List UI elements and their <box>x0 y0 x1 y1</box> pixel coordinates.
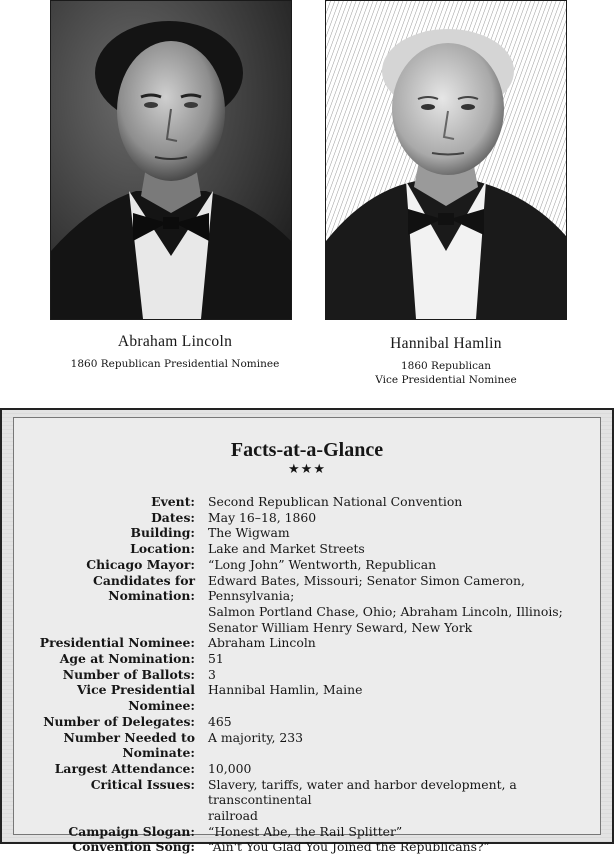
fact-label: Location: <box>130 541 195 557</box>
fact-value-line: “Ain't You Glad You Joined the Republicans?” <box>208 839 490 855</box>
fact-value-line: Slavery, tariffs, water and harbor development, a transcontinental <box>208 776 517 808</box>
fact-value-line: 465 <box>208 713 232 729</box>
fact-row <box>14 510 600 526</box>
fact-label: Number of Delegates: <box>43 713 195 729</box>
lincoln-name: Abraham Lincoln <box>117 333 233 350</box>
fact-row <box>14 541 600 557</box>
fact-value <box>208 839 576 855</box>
fact-row <box>14 714 600 730</box>
fact-value-line: “Long John” Wentworth, Republican <box>208 556 437 572</box>
fact-value-line: Hannibal Hamlin, Maine <box>208 682 363 698</box>
fact-value <box>208 573 576 636</box>
fact-value-line: A majority, 233 <box>208 729 304 745</box>
hamlin-name: Hannibal Hamlin <box>390 335 502 352</box>
fact-value <box>208 525 576 541</box>
fact-label: Critical Issues: <box>90 776 195 792</box>
fact-label: Number of Ballots: <box>62 666 195 682</box>
lincoln-description: 1860 Republican Presidential Nominee <box>70 358 280 370</box>
fact-row <box>14 839 600 855</box>
fact-label: Building: <box>130 525 195 541</box>
fact-row <box>14 777 600 824</box>
fact-value <box>208 651 576 667</box>
fact-label: Age at Nomination: <box>59 651 195 667</box>
fact-value-line: May 16–18, 1860 <box>208 509 317 525</box>
fact-value-line: Lake and Market Streets <box>208 541 365 557</box>
fact-label: Number Needed to Nominate: <box>63 729 195 761</box>
fact-row <box>14 573 600 636</box>
fact-value <box>208 777 576 824</box>
fact-value <box>208 557 576 573</box>
fact-value <box>208 510 576 526</box>
fact-row <box>14 682 600 713</box>
fact-value <box>208 714 576 730</box>
fact-label: Vice Presidential Nominee: <box>77 682 195 714</box>
fact-value <box>208 635 576 651</box>
hamlin-caption <box>330 335 562 387</box>
fact-value-line: Salmon Portland Chase, Ohio; Abraham Lincoln, Illinois; <box>208 603 563 619</box>
fact-row <box>14 525 600 541</box>
lincoln-portrait <box>50 0 292 320</box>
fact-value <box>208 761 576 777</box>
facts-panel <box>13 417 601 855</box>
fact-label: Chicago Mayor: <box>86 556 195 572</box>
fact-value-line: Edward Bates, Missouri; Senator Simon Cameron, Pennsylvania; <box>208 572 525 604</box>
fact-value-line: The Wigwam <box>208 525 290 541</box>
facts-list <box>14 494 600 855</box>
fact-row <box>14 494 600 510</box>
fact-row <box>14 635 600 651</box>
fact-value-line: 10,000 <box>208 760 252 776</box>
fact-label: Campaign Slogan: <box>68 823 195 839</box>
fact-row <box>14 824 600 840</box>
facts-title: Facts-at-a-Glance <box>230 439 384 461</box>
fact-label: Dates: <box>151 509 195 525</box>
fact-value <box>208 541 576 557</box>
fact-label: Event: <box>151 494 195 509</box>
fact-value-line: 51 <box>208 651 224 667</box>
fact-value-line: Senator William Henry Seward, New York <box>208 619 473 635</box>
fact-label: Convention Song: <box>72 839 195 855</box>
fact-value <box>208 667 576 683</box>
fact-label: Largest Attendance: <box>54 760 195 776</box>
fact-value <box>208 730 576 761</box>
fact-row <box>14 557 600 573</box>
fact-value <box>208 824 576 840</box>
fact-value-line: railroad <box>208 808 258 824</box>
fact-value <box>208 494 576 510</box>
fact-row <box>14 730 600 761</box>
fact-label: Presidential Nominee: <box>39 635 195 651</box>
lincoln-caption <box>60 333 290 371</box>
fact-row <box>14 761 600 777</box>
fact-row <box>14 651 600 667</box>
fact-value-line: Second Republican National Convention <box>208 494 463 509</box>
fact-value-line: Abraham Lincoln <box>208 635 316 651</box>
fact-value-line: “Honest Abe, the Rail Splitter” <box>208 823 403 839</box>
hamlin-description: 1860 Republican Vice Presidential Nominee <box>375 360 517 386</box>
facts-box <box>0 408 614 855</box>
facts-stars: ★★★ <box>288 462 326 477</box>
fact-value-line: 3 <box>208 666 216 682</box>
hamlin-portrait <box>325 0 567 320</box>
fact-value <box>208 682 576 713</box>
fact-row <box>14 667 600 683</box>
fact-label: Candidates for Nomination: <box>93 572 195 604</box>
